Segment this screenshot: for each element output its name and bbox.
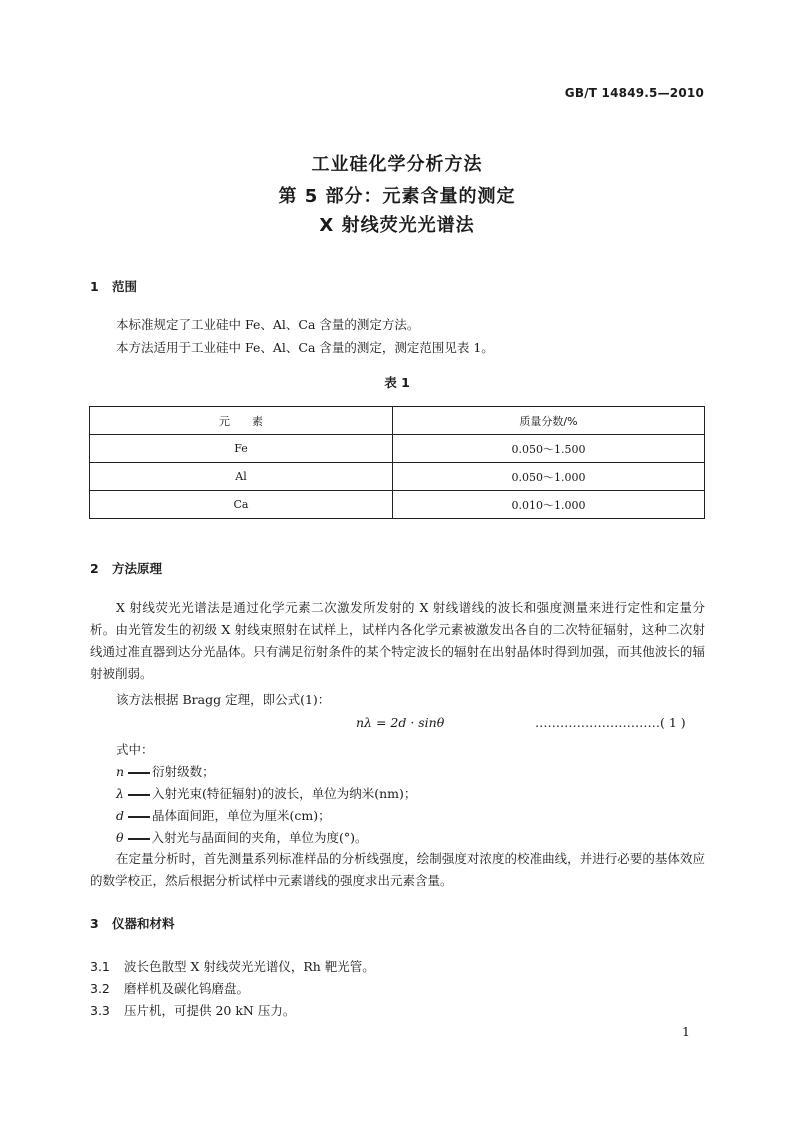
title-line-3: X 射线荧光光谱法	[319, 215, 475, 236]
table-cell: 0.010～1.000	[393, 491, 705, 519]
variable-definition	[116, 762, 215, 780]
section-title: 方法原理	[112, 561, 163, 576]
variable-symbol: θ	[116, 830, 124, 845]
item-number: 3.2	[90, 981, 110, 996]
column-header: 元 素	[90, 407, 393, 435]
section-title: 范围	[112, 279, 138, 294]
em-dash	[128, 772, 150, 774]
data-table	[89, 406, 705, 519]
variable-definition	[116, 784, 416, 802]
em-dash	[128, 794, 150, 796]
section-1-heading	[90, 277, 137, 295]
table-row	[90, 435, 705, 463]
paragraph: 该方法根据 Bragg 定理，即公式(1)：	[116, 692, 331, 707]
where-label: 式中：	[116, 742, 154, 757]
standard-number: GB/T 14849.5—2010	[564, 86, 704, 100]
column-header: 质量分数/%	[393, 407, 705, 435]
variable-symbol: d	[116, 808, 125, 823]
variable-symbol: λ	[116, 786, 124, 801]
section-number: 1	[90, 279, 99, 294]
section-number: 2	[90, 561, 99, 576]
section-2-heading	[90, 559, 162, 577]
item-number: 3.3	[90, 1003, 110, 1018]
equation-label: ( 1 )	[660, 715, 686, 730]
table-row	[90, 463, 705, 491]
item-text: 磨样机及碳化钨磨盘。	[124, 981, 250, 996]
table-cell: 0.050～1.000	[393, 463, 705, 491]
em-dash	[128, 838, 150, 840]
table-cell: 0.050～1.500	[393, 435, 705, 463]
paragraph: 本标准规定了工业硅中 Fe、Al、Ca 含量的测定方法。	[116, 317, 420, 332]
item-text: 波长色散型 X 射线荧光光谱仪，Rh 靶光管。	[124, 959, 375, 974]
variable-description: 衍射级数；	[152, 764, 215, 779]
title-line-1: 工业硅化学分析方法	[311, 154, 483, 175]
item-number: 3.1	[90, 959, 110, 974]
variable-description: 入射光束(特征辐射)的波长，单位为纳米(nm)；	[151, 786, 417, 801]
leader-dots: …………………………	[535, 715, 660, 730]
table-caption: 表 1	[384, 375, 410, 390]
variable-description: 入射光与晶面间的夹角，单位为度(°)。	[151, 830, 368, 845]
table-cell: Al	[90, 463, 393, 491]
formula-number	[535, 715, 686, 730]
section-number: 3	[90, 916, 99, 931]
paragraph: 在定量分析时，首先测量系列标准样品的分析线强度，绘制强度对浓度的校准曲线，并进行必要的基体效应的数学校正，然后根据分析试样中元素谱线的强度求出元素含量。	[90, 851, 705, 888]
page-number: 1	[682, 1024, 690, 1039]
table-row	[90, 491, 705, 519]
section-3-heading	[90, 914, 175, 932]
section-title: 仪器和材料	[112, 916, 175, 931]
table-cell: Ca	[90, 491, 393, 519]
item-text: 压片机，可提供 20 kN 压力。	[124, 1003, 296, 1018]
table-header-row	[90, 407, 705, 435]
title-line-2: 第 5 部分：元素含量的测定	[278, 186, 516, 207]
em-dash	[128, 816, 150, 818]
variable-definition	[116, 806, 331, 824]
table-cell: Fe	[90, 435, 393, 463]
paragraph: X 射线荧光光谱法是通过化学元素二次激发所发射的 X 射线谱线的波长和强度测量来进行定性和定量分析。由光管发生的初级 X 射线束照射在试样上，试样内各化学元素被激发出各自的二次特征辐射，这种二次射线通过准直器到达分光晶体。只有满足衍射条件的某个特定波长的辐射在出射晶体时得到加强，而其他波长的辐射被削弱。	[90, 600, 705, 681]
list-item	[90, 1001, 295, 1019]
list-item	[90, 957, 375, 975]
variable-description: 晶体面间距，单位为厘米(cm)；	[152, 808, 331, 823]
list-item	[90, 979, 249, 997]
variable-definition	[116, 828, 368, 846]
bragg-formula: nλ = 2d · sinθ	[356, 715, 445, 730]
variable-symbol: n	[116, 764, 125, 779]
paragraph: 本方法适用于工业硅中 Fe、Al、Ca 含量的测定，测定范围见表 1。	[116, 340, 494, 355]
